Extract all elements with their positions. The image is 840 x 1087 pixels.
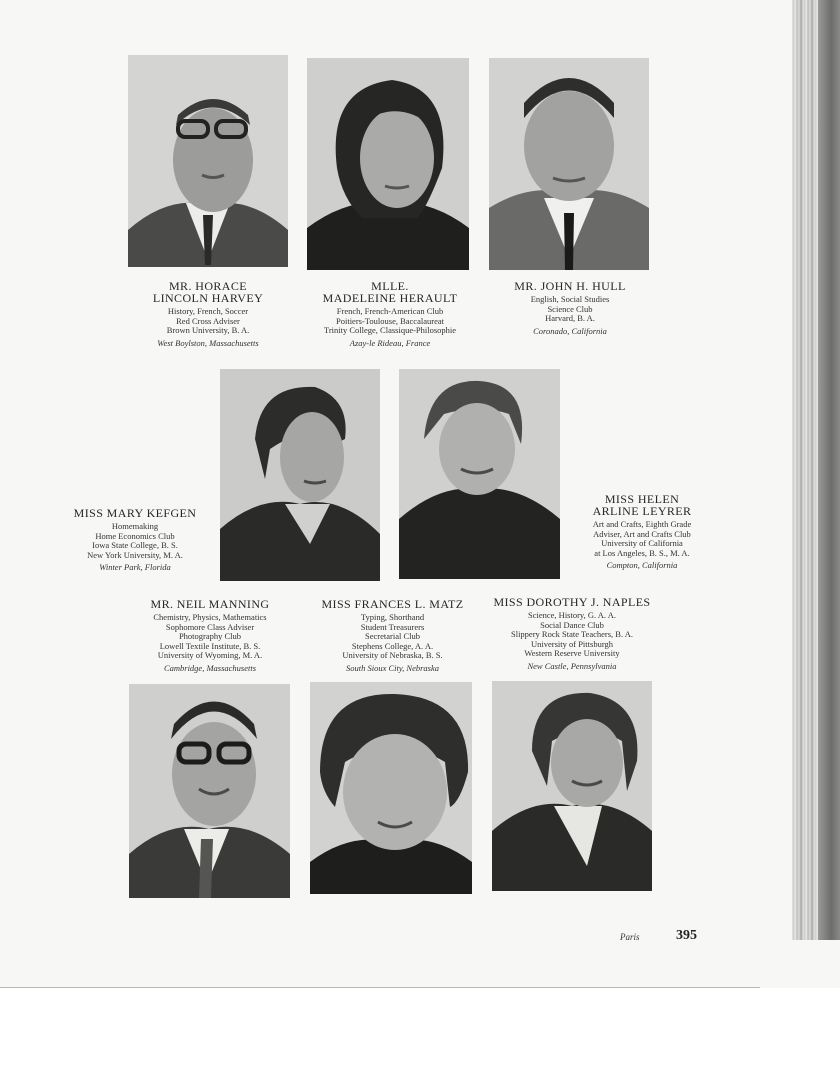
faculty-detail: Slippery Rock State Teachers, B. A. [510,629,633,639]
faculty-name: MISS FRANCES L. MATZ [321,597,464,611]
faculty-detail: Secretarial Club [365,631,420,641]
faculty-detail: Science, History, G. A. A. [528,610,616,620]
faculty-detail: Lowell Textile Institute, B. S. [159,640,261,651]
faculty-detail: Chemistry, Physics, Mathematics [153,612,267,622]
portrait-photo [492,681,652,891]
portrait-photo [129,684,290,898]
faculty-name: MLLE. [371,279,409,293]
faculty-detail: Student Treasurers [360,621,425,632]
portrait-photo [489,58,649,270]
faculty-hometown: West Boylston, Massachusetts [157,337,259,348]
portrait-photo [220,369,380,581]
faculty-detail: Social Dance Club [540,619,604,630]
faculty-detail: University of Pittsburgh [530,638,613,649]
faculty-name: MISS MARY KEFGEN [73,506,197,520]
page-number: 395 [676,928,697,943]
faculty-caption [572,493,712,570]
faculty-detail: History, French, Soccer [167,306,249,316]
faculty-detail: Western Reserve University [524,648,620,658]
faculty-name: MR. NEIL MANNING [150,597,270,611]
faculty-caption [482,596,662,671]
faculty-detail: Red Cross Adviser [176,315,240,326]
faculty-hometown: Azay-le Rideau, France [349,337,431,348]
faculty-detail: Brown University, B. A. [166,325,250,335]
faculty-hometown: Coronado, California [533,325,607,336]
book-spine-shadow [818,0,840,940]
faculty-name: MISS DOROTHY J. NAPLES [493,595,651,609]
faculty-detail: English, Social Studies [530,294,610,304]
faculty-detail: Science Club [547,303,593,314]
portrait-photo [310,682,472,894]
faculty-hometown: Cambridge, Massachusetts [163,662,257,673]
faculty-detail: University of California [601,538,683,548]
faculty-name: ARLINE LEYRER [592,504,692,518]
faculty-detail: New York University, M. A. [87,549,183,560]
faculty-name: MR. HORACE [168,279,247,293]
faculty-detail: Poitiers-Toulouse, Baccalaureat [336,315,444,326]
faculty-hometown: Winter Park, Florida [99,562,171,572]
faculty-hometown: South Sioux City, Nebraska [345,662,440,673]
footer-label: Paris [620,932,640,942]
faculty-caption [480,280,660,336]
faculty-caption [295,280,485,348]
faculty-caption [60,507,210,572]
faculty-detail: Iowa State College, B. S. [92,540,178,550]
portrait-photo [128,55,288,267]
faculty-detail: French, French-American Club [336,306,444,316]
faculty-caption [125,598,295,673]
portrait-photo [307,58,469,270]
faculty-detail: Harvard, B. A. [545,313,595,323]
faculty-name: MADELEINE HERAULT [322,291,458,305]
faculty-detail: University of Wyoming, M. A. [157,650,263,660]
faculty-detail: Stephens College, A. A. [351,640,434,651]
portrait-photo [399,369,560,579]
faculty-hometown: Compton, California [606,560,678,570]
faculty-detail: Homemaking [111,521,159,531]
faculty-detail: Art and Crafts, Eighth Grade [592,519,692,529]
faculty-name: LINCOLN HARVEY [152,291,264,305]
faculty-name: MISS HELEN [604,492,680,506]
page-edge [0,987,760,988]
faculty-detail: Sophomore Class Adviser [165,621,255,632]
faculty-caption [118,280,298,348]
faculty-detail: Adviser, Art and Crafts Club [593,528,691,539]
faculty-detail: Home Economics Club [95,530,175,541]
faculty-name: MR. JOHN H. HULL [514,279,626,293]
faculty-hometown: New Castle, Pennsylvania [527,660,617,671]
faculty-detail: University of Nebraska, B. S. [342,650,443,660]
faculty-detail: Typing, Shorthand [360,612,425,622]
faculty-caption [305,598,480,673]
faculty-detail: at Los Angeles, B. S., M. A. [594,547,690,558]
faculty-detail: Photography Club [178,631,242,641]
faculty-detail: Trinity College, Classique-Philosophie [323,325,457,335]
